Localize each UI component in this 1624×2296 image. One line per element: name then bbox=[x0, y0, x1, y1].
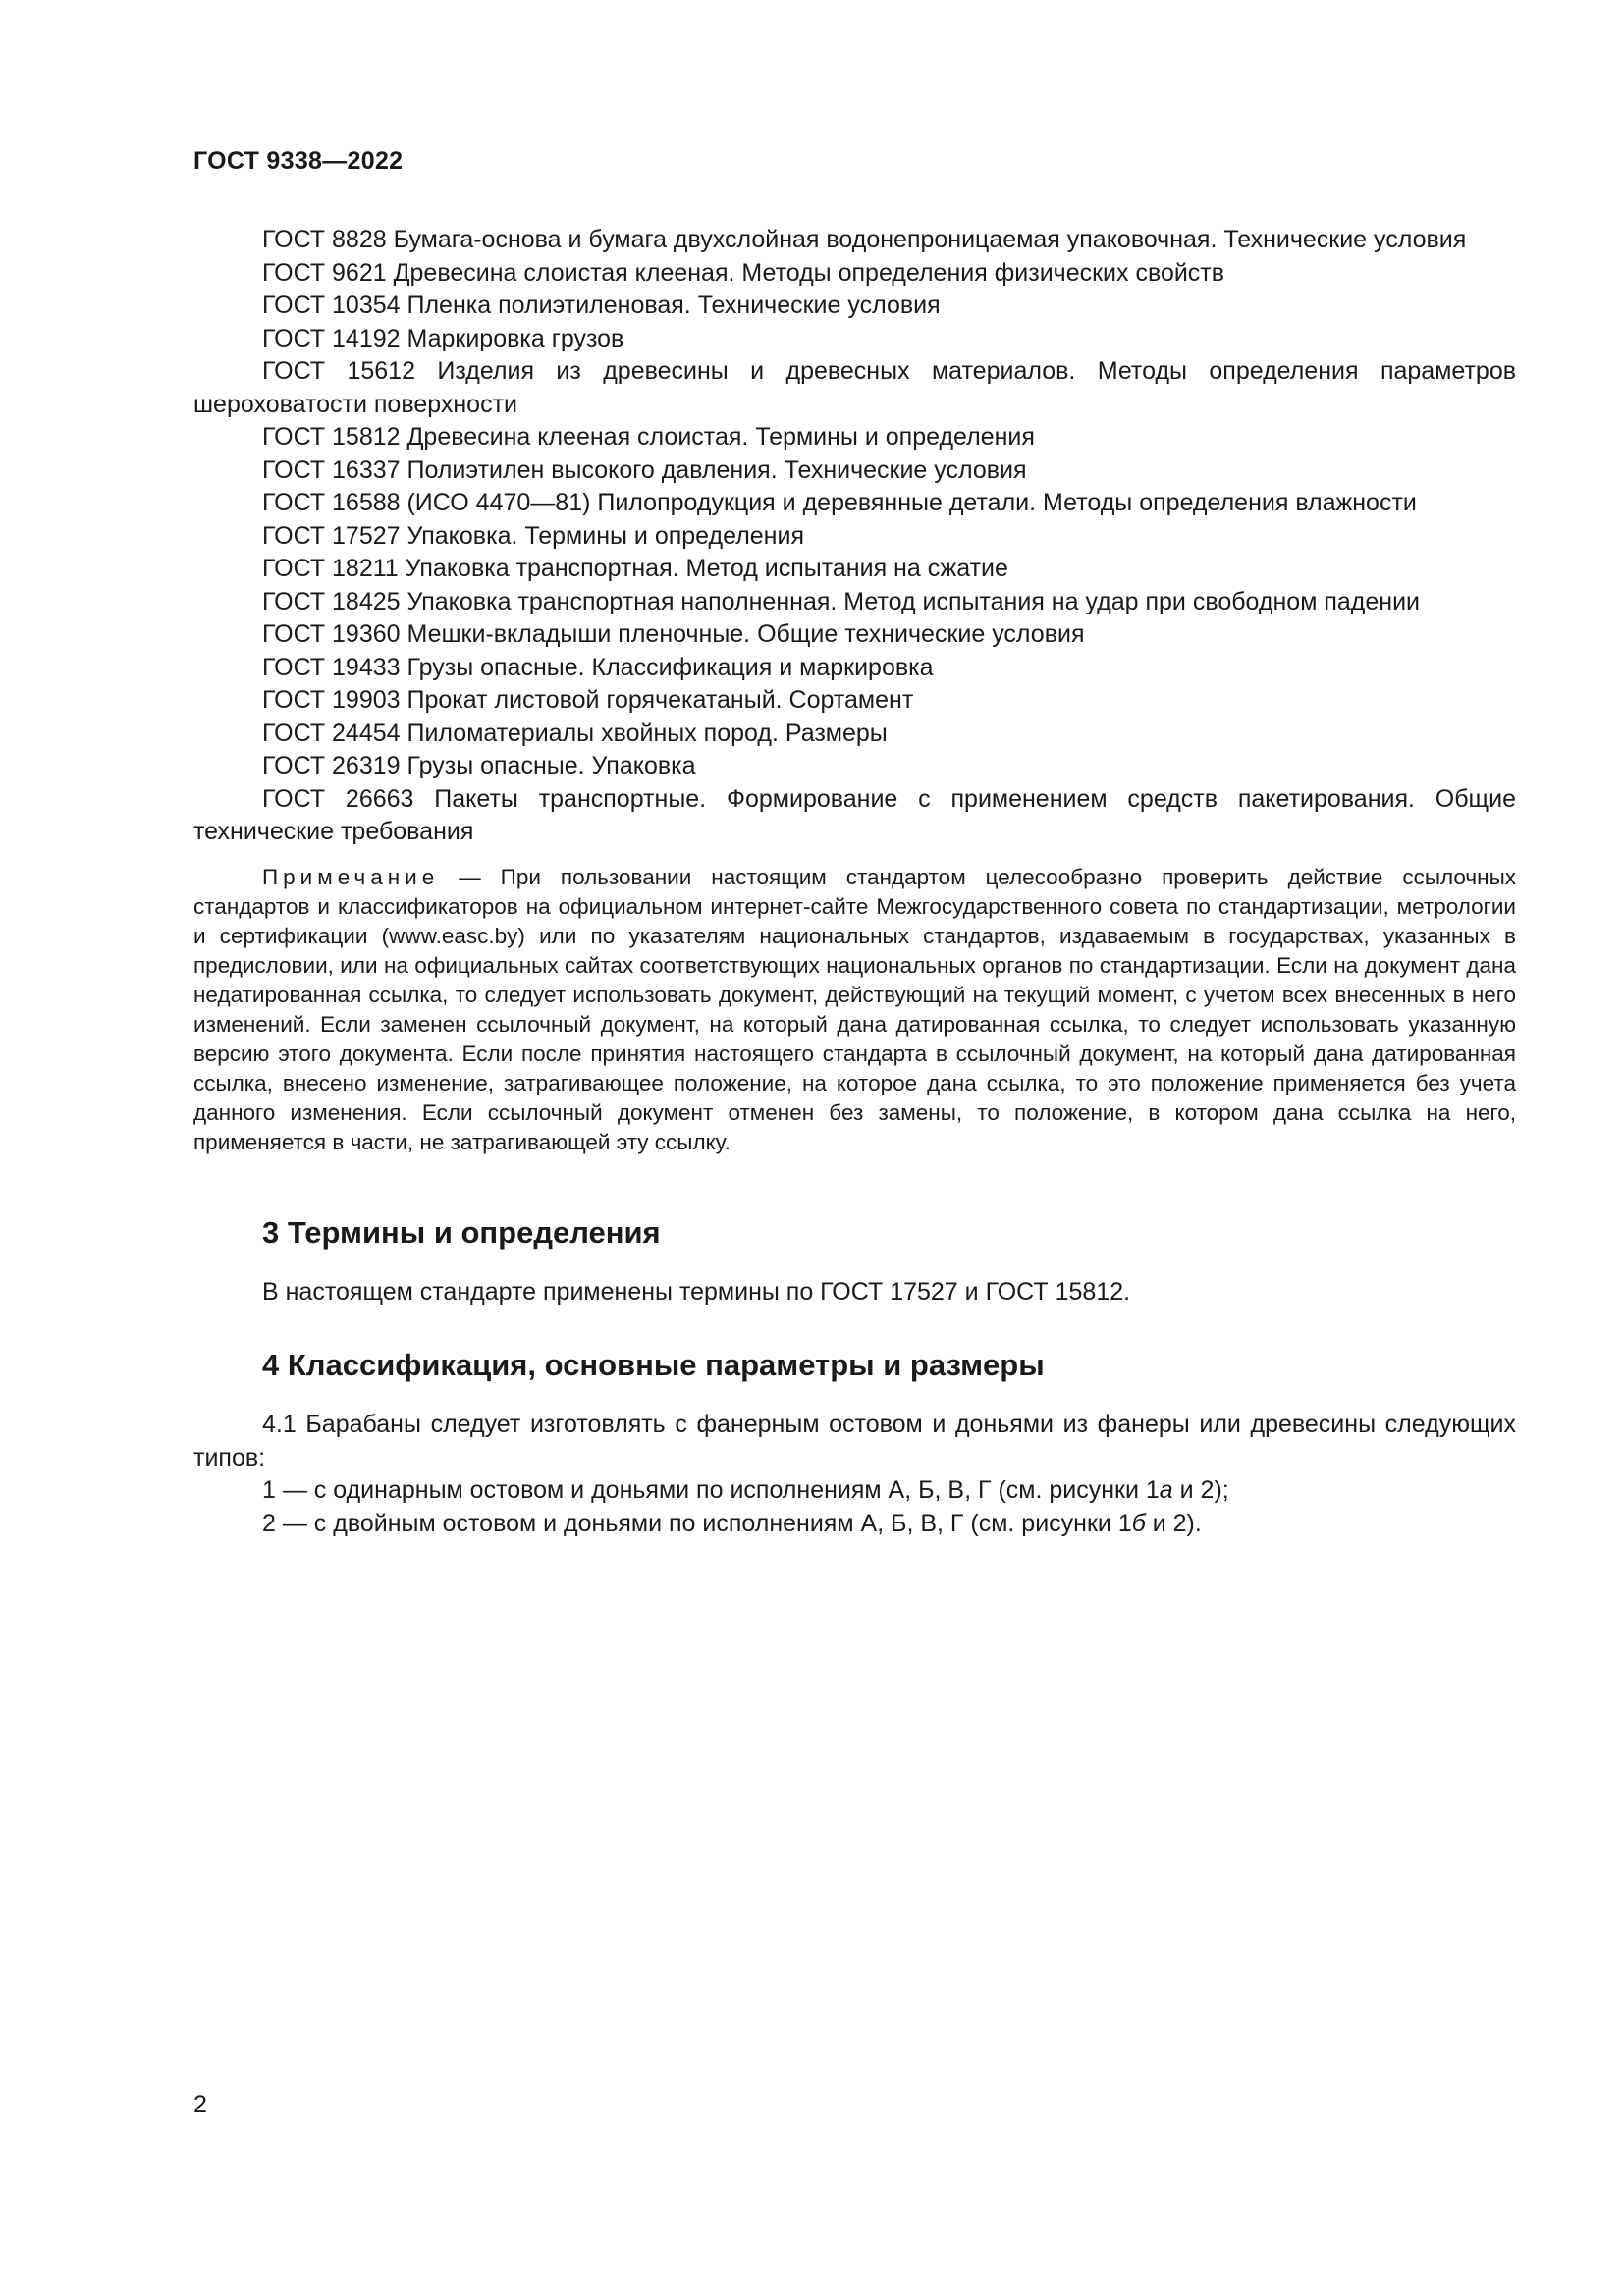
note-paragraph bbox=[193, 863, 1516, 1157]
reference-item: ГОСТ 26319 Грузы опасные. Упаковка bbox=[262, 752, 696, 779]
type-2-text-end: и 2). bbox=[1145, 1509, 1202, 1537]
type-2-text: 2 — с двойным остовом и доньями по исполнениям А, Б, В, Г (см. рисунки 1 bbox=[262, 1509, 1132, 1537]
type-1-text-end: и 2); bbox=[1172, 1476, 1229, 1504]
reference-item: ГОСТ 9621 Древесина слоистая клееная. Методы определения физических свойств bbox=[262, 258, 1225, 287]
reference-item: ГОСТ 19360 Мешки-вкладыши пленочные. Общие технические условия bbox=[262, 620, 1085, 648]
page-number: 2 bbox=[193, 2091, 207, 2118]
type-2-item bbox=[193, 1508, 1516, 1541]
document-header: ГОСТ 9338—2022 bbox=[193, 147, 404, 175]
reference-item: ГОСТ 8828 Бумага-основа и бумага двухслойная водонепроницаемая упаковочная. Технические условия bbox=[262, 226, 1467, 253]
reference-item: ГОСТ 18211 Упаковка транспортная. Метод испытания на сжатие bbox=[262, 555, 1008, 582]
note-text: — При пользовании настоящим стандартом целесообразно проверить действие ссылочных стандартов и классификаторов на официальном интернет-сайте Межгосударственного совета по стандартизации, метрологии и сертификации (www.easc.by) или по указателям национальных стандартов, издаваемым в государствах, указанных в предисловии, или на официальных сайтах соответствующих национальных органов по стандартизации. Если на документ дана недатированная ссылка, то следует использовать документ, действующий на текущий момент, с учетом всех внесенных в него изменений. Если заменен ссылочный документ, на который дана датированная ссылка, то следует использовать указанную версию этого документа. Если после принятия настоящего стандарта в ссылочный документ, на который дана датированная ссылка, внесено изменение, затрагивающее положение, на которое дана ссылка, то это положение применяется без учета данного изменения. Если ссылочный документ отменен без замены, то положение, в котором дана ссылка на него, применяется в части, не затрагивающей эту ссылку. bbox=[193, 864, 1516, 1154]
reference-item: ГОСТ 16588 (ИСО 4470—81) Пилопродукция и деревянные детали. Методы определения влажности bbox=[262, 489, 1417, 516]
figure-letter: б bbox=[1131, 1509, 1146, 1537]
reference-item: ГОСТ 19433 Грузы опасные. Классификация и маркировка bbox=[262, 653, 934, 681]
reference-item: ГОСТ 17527 Упаковка. Термины и определения bbox=[262, 521, 804, 550]
document-body bbox=[193, 224, 1516, 1540]
reference-item: ГОСТ 26663 Пакеты транспортные. Формирование с применением средств пакетирования. Общие технические требования bbox=[193, 784, 1516, 845]
figure-letter: а bbox=[1159, 1476, 1173, 1504]
reference-item: ГОСТ 19903 Прокат листовой горячекатаный. Сортамент bbox=[262, 686, 914, 714]
reference-item: ГОСТ 10354 Пленка полиэтиленовая. Технические условия bbox=[262, 292, 941, 319]
reference-item: ГОСТ 18425 Упаковка транспортная наполненная. Метод испытания на удар при свободном падении bbox=[262, 587, 1421, 615]
section-4-heading: 4 Классификация, основные параметры и размеры bbox=[262, 1347, 1045, 1382]
reference-item: ГОСТ 16337 Полиэтилен высокого давления. Технические условия bbox=[262, 455, 1027, 484]
normative-references-list bbox=[193, 224, 1516, 849]
note-label: Примечание bbox=[262, 864, 440, 889]
type-1-text: 1 — с одинарным остовом и доньями по исполнениям А, Б, В, Г (см. рисунки 1 bbox=[262, 1476, 1160, 1504]
section-3-text: В настоящем стандарте применены термины по ГОСТ 17527 и ГОСТ 15812. bbox=[262, 1278, 1131, 1306]
section-3-heading: 3 Термины и определения bbox=[262, 1214, 661, 1250]
reference-item: ГОСТ 14192 Маркировка грузов bbox=[262, 324, 624, 352]
reference-item: ГОСТ 15612 Изделия из древесины и древесных материалов. Методы определения параметров шероховатости поверхности bbox=[193, 357, 1516, 418]
reference-item: ГОСТ 15812 Древесина клееная слоистая. Термины и определения bbox=[262, 423, 1035, 451]
clause-4-1: 4.1 Барабаны следует изготовлять с фанерным остовом и доньями из фанеры или древесины следующих типов: bbox=[193, 1411, 1516, 1471]
reference-item: ГОСТ 24454 Пиломатериалы хвойных пород. Размеры bbox=[262, 719, 888, 747]
type-1-item bbox=[193, 1474, 1516, 1508]
